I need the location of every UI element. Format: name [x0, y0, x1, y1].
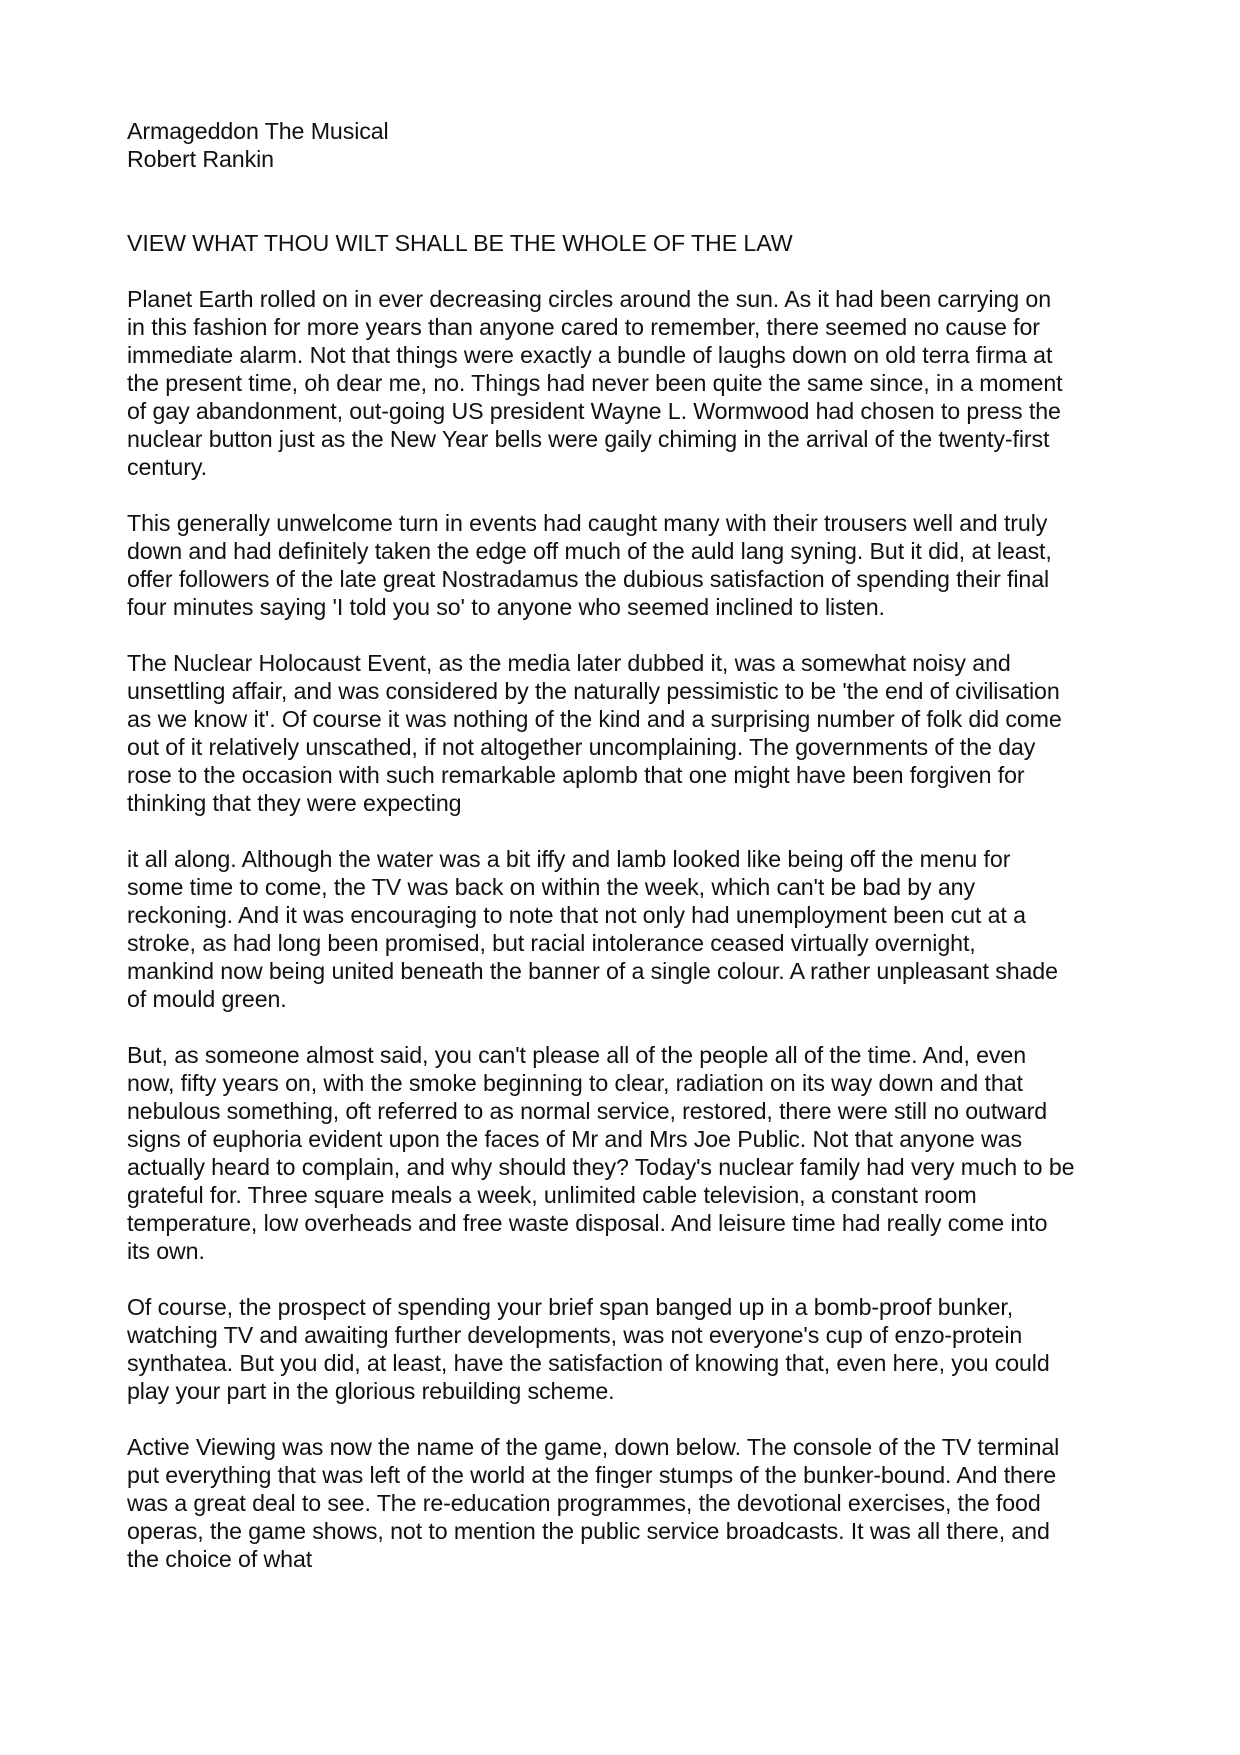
paragraph-line: of mould green.	[127, 986, 287, 1012]
paragraph-line: down and had definitely taken the edge off much of the auld lang syning. But it did, at least,	[127, 538, 1052, 564]
paragraph-line: temperature, low overheads and free waste disposal. And leisure time had really come into	[127, 1210, 1048, 1236]
paragraph-line: unsettling affair, and was considered by the naturally pessimistic to be 'the end of civilisation	[127, 678, 1060, 704]
paragraph-line: The Nuclear Holocaust Event, as the media later dubbed it, was a somewhat noisy and	[127, 650, 1011, 676]
paragraph-line: reckoning. And it was encouraging to note that not only had unemployment been cut at a	[127, 902, 1026, 928]
paragraph-line: Active Viewing was now the name of the game, down below. The console of the TV terminal	[127, 1434, 1060, 1460]
paragraph-line: the present time, oh dear me, no. Things had never been quite the same since, in a moment	[127, 370, 1063, 396]
paragraph-line: put everything that was left of the world at the finger stumps of the bunker-bound. And there	[127, 1462, 1057, 1488]
paragraph-line: operas, the game shows, not to mention the public service broadcasts. It was all there, and	[127, 1518, 1050, 1544]
paragraph	[127, 1293, 1123, 1405]
paragraph-line: the choice of what	[127, 1546, 313, 1572]
paragraph	[127, 1041, 1123, 1265]
paragraph-line: stroke, as had long been promised, but racial intolerance ceased virtually overnight,	[127, 930, 976, 956]
paragraph-line: This generally unwelcome turn in events had caught many with their trousers well and truly	[127, 510, 1048, 536]
paragraph-line: its own.	[127, 1238, 205, 1264]
paragraph-line: play your part in the glorious rebuilding scheme.	[127, 1378, 615, 1404]
paragraph-line: now, fifty years on, with the smoke beginning to clear, radiation on its way down and that	[127, 1070, 1023, 1096]
paragraph	[127, 649, 1123, 817]
paragraph-line: nebulous something, oft referred to as normal service, restored, there were still no outward	[127, 1098, 1048, 1124]
paragraph-line: rose to the occasion with such remarkable aplomb that one might have been forgiven for	[127, 762, 1025, 788]
paragraph	[127, 845, 1123, 1013]
paragraph	[127, 1433, 1123, 1573]
book-author: Robert Rankin	[127, 146, 274, 172]
paragraph-line: synthatea. But you did, at least, have the satisfaction of knowing that, even here, you could	[127, 1350, 1050, 1376]
paragraph-line: it all along. Although the water was a bit iffy and lamb looked like being off the menu for	[127, 846, 1011, 872]
paragraph-line: immediate alarm. Not that things were exactly a bundle of laughs down on old terra firma at	[127, 342, 1053, 368]
paragraph-line: offer followers of the late great Nostradamus the dubious satisfaction of spending their final	[127, 566, 1050, 592]
paragraph-line: actually heard to complain, and why should they? Today's nuclear family had very much to be	[127, 1154, 1075, 1180]
paragraph-line: as we know it'. Of course it was nothing of the kind and a surprising number of folk did come	[127, 706, 1062, 732]
paragraph	[127, 509, 1123, 621]
paragraph-line: four minutes saying 'I told you so' to anyone who seemed inclined to listen.	[127, 594, 885, 620]
paragraph-line: watching TV and awaiting further developments, was not everyone's cup of enzo-protein	[127, 1322, 1023, 1348]
paragraph-line: was a great deal to see. The re-education programmes, the devotional exercises, the food	[127, 1490, 1041, 1516]
paragraph-line: some time to come, the TV was back on within the week, which can't be bad by any	[127, 874, 975, 900]
document-page	[127, 117, 1123, 1601]
paragraph-line: grateful for. Three square meals a week, unlimited cable television, a constant room	[127, 1182, 977, 1208]
paragraph-line: mankind now being united beneath the banner of a single colour. A rather unpleasant shade	[127, 958, 1058, 984]
paragraph-line: in this fashion for more years than anyone cared to remember, there seemed no cause for	[127, 314, 1040, 340]
paragraph-line: Of course, the prospect of spending your brief span banged up in a bomb-proof bunker,	[127, 1294, 1014, 1320]
paragraph-line: signs of euphoria evident upon the faces of Mr and Mrs Joe Public. Not that anyone was	[127, 1126, 1022, 1152]
chapter-heading: VIEW WHAT THOU WILT SHALL BE THE WHOLE OF THE LAW	[127, 230, 793, 256]
paragraph	[127, 285, 1123, 481]
body-text	[127, 285, 1123, 1573]
paragraph-line: Planet Earth rolled on in ever decreasing circles around the sun. As it had been carrying on	[127, 286, 1052, 312]
paragraph-line: But, as someone almost said, you can't please all of the people all of the time. And, even	[127, 1042, 1027, 1068]
paragraph-line: nuclear button just as the New Year bells were gaily chiming in the arrival of the twenty-first	[127, 426, 1050, 452]
book-title: Armageddon The Musical	[127, 118, 389, 144]
paragraph-line: out of it relatively unscathed, if not altogether uncomplaining. The governments of the day	[127, 734, 1036, 760]
paragraph-line: thinking that they were expecting	[127, 790, 462, 816]
paragraph-line: of gay abandonment, out-going US president Wayne L. Wormwood had chosen to press the	[127, 398, 1061, 424]
paragraph-line: century.	[127, 454, 207, 480]
